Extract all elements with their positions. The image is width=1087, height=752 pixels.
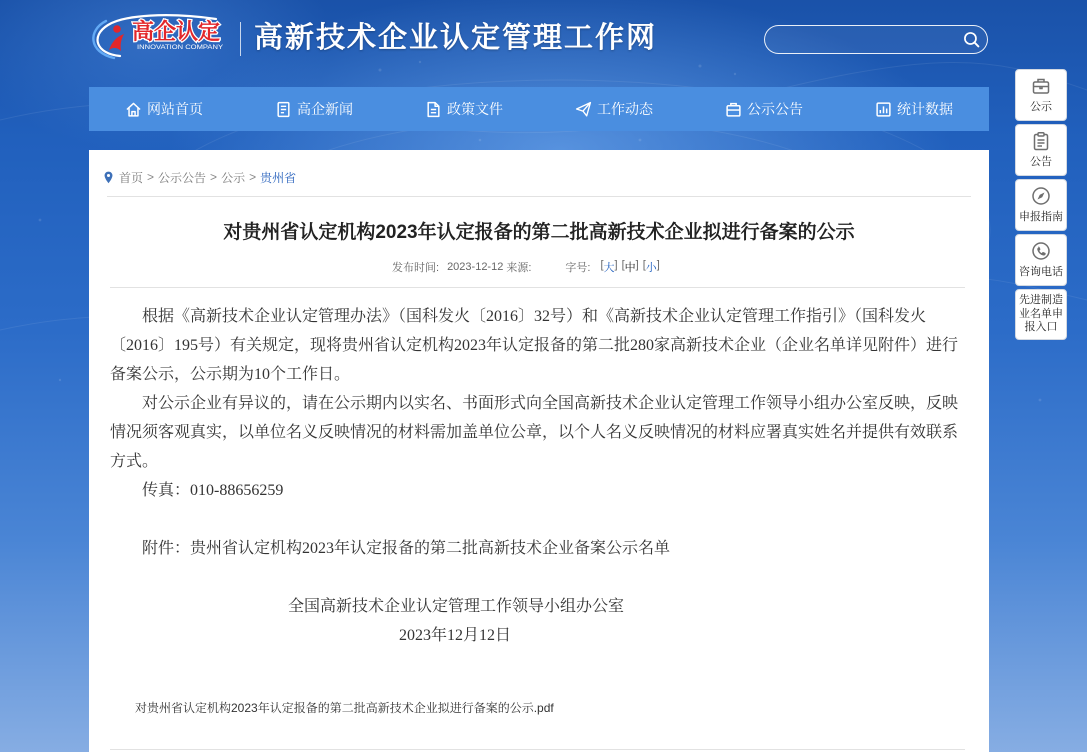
font-size-option-label: 小	[645, 262, 657, 274]
bracket-close: ]	[635, 259, 639, 271]
side-tool-label-line: 先进制造	[1019, 294, 1063, 307]
header-divider	[240, 22, 241, 56]
side-tool-hotline[interactable]	[1015, 234, 1067, 286]
side-tool-label: 咨询电话	[1019, 266, 1063, 278]
side-tool-label-line: 业名单申	[1019, 307, 1063, 320]
breadcrumb	[104, 169, 296, 185]
search-input[interactable]	[777, 29, 957, 50]
nav-item-label: 网站首页	[147, 101, 203, 117]
search-box	[764, 25, 988, 54]
bracket-close: ]	[656, 259, 660, 271]
attachment-note: 附件：贵州省认定机构2023年认定报备的第二批高新技术企业备案公示名单	[142, 540, 671, 557]
body-line: 备案公示，公示期为10个工作日。	[110, 366, 351, 383]
fax-line: 传真：010-88656259	[142, 482, 284, 499]
font-size-label: 字号:	[565, 262, 591, 274]
article-meta	[392, 260, 660, 274]
nav-item-label: 公示公告	[747, 101, 803, 117]
logo-subtext: INNOVATION COMPANY	[137, 44, 224, 51]
body-line: 根据《高新技术企业认定管理办法》（国科发火〔2016〕32号）和《高新技术企业认定管理工作指引》（国科发火	[142, 308, 927, 325]
blank-line	[110, 563, 970, 592]
nav-item-label: 统计数据	[897, 101, 953, 117]
body-line: 情况须客观真实，以单位名义反映情况的材料需加盖单位公章，以个人名义反映情况的材料应署真实姓名并提供有效联系	[110, 424, 959, 441]
paper-plane-icon	[575, 101, 592, 118]
chart-icon	[875, 101, 892, 118]
site-title: 高新技术企业认定管理工作网	[254, 22, 658, 54]
font-size-medium-option[interactable]	[622, 259, 639, 275]
nav-item-label: 政策文件	[447, 101, 503, 117]
nav-item-policy[interactable]	[389, 87, 539, 131]
document-icon	[425, 101, 442, 118]
news-icon	[275, 101, 292, 118]
font-size-option-label: 大	[603, 262, 615, 274]
briefcase-icon	[1031, 76, 1051, 96]
bracket-close: ]	[614, 259, 618, 271]
breadcrumb-separator: >	[249, 170, 257, 184]
site-logo[interactable]	[90, 12, 236, 60]
side-tool-label: 申报指南	[1019, 211, 1063, 223]
blank-line	[110, 505, 970, 534]
phone-icon	[1031, 241, 1051, 261]
published-label: 发布时间:	[392, 262, 440, 274]
nav-item-announcements[interactable]	[689, 87, 839, 131]
nav-item-label: 工作动态	[597, 101, 653, 117]
side-tool-label: 公示	[1030, 101, 1052, 113]
source-label: 来源:	[506, 262, 532, 274]
nav-item-statistics[interactable]	[839, 87, 989, 131]
breadcrumb-separator: >	[147, 170, 155, 184]
signature-date: 2023年12月12日	[399, 627, 512, 644]
announcement-icon	[725, 101, 742, 118]
breadcrumb-announcements[interactable]: 公示公告	[158, 170, 207, 185]
body-line: 方式。	[110, 453, 159, 470]
side-tool-guide[interactable]	[1015, 179, 1067, 231]
content-panel	[89, 150, 989, 752]
breadcrumb-separator: >	[210, 170, 218, 184]
side-tool-label: 公告	[1030, 156, 1052, 168]
breadcrumb-home[interactable]: 首页	[119, 170, 144, 185]
side-tool-public-notice[interactable]	[1015, 69, 1067, 121]
side-tool-advanced-manufacturing-entry[interactable]	[1015, 289, 1067, 340]
article-body	[110, 302, 970, 650]
home-icon	[125, 101, 142, 118]
body-line: 对公示企业有异议的，请在公示期内以实名、书面形式向全国高新技术企业认定管理工作领导小组办公室反映，反映	[142, 395, 959, 412]
nav-item-label: 高企新闻	[297, 101, 353, 117]
nav-item-home[interactable]	[89, 87, 239, 131]
side-tool-announcement[interactable]	[1015, 124, 1067, 176]
logo-text: 高企认定	[132, 19, 221, 44]
bracket-open: [	[600, 259, 604, 271]
font-size-option-label: 中	[624, 262, 636, 274]
side-toolbar	[1015, 69, 1067, 343]
article-title: 对贵州省认定机构2023年认定报备的第二批高新技术企业拟进行备案的公示	[223, 222, 855, 243]
bracket-open: [	[642, 259, 646, 271]
nav-item-news[interactable]	[239, 87, 389, 131]
nav-item-work-updates[interactable]	[539, 87, 689, 131]
attachment-pdf-link[interactable]: 对贵州省认定机构2023年认定报备的第二批高新技术企业拟进行备案的公示.pdf	[135, 701, 554, 715]
font-size-large-option[interactable]	[600, 259, 617, 275]
signature-organization: 全国高新技术企业认定管理工作领导小组办公室	[288, 598, 625, 615]
logo-emblem	[90, 12, 236, 60]
side-tool-label-line: 报入口	[1024, 321, 1058, 334]
search-icon	[963, 31, 980, 48]
compass-icon	[1031, 186, 1051, 206]
breadcrumb-public-notice[interactable]: 公示	[221, 170, 246, 185]
location-pin-icon	[104, 171, 113, 184]
bracket-open: [	[621, 259, 625, 271]
body-line: 〔2016〕195号）有关规定，现将贵州省认定机构2023年认定报备的第二批280家高新技术企业（企业名单详见附件）进行	[110, 337, 959, 354]
meta-divider	[110, 287, 965, 288]
main-nav	[89, 87, 989, 131]
font-size-small-option[interactable]	[643, 259, 660, 275]
breadcrumb-divider	[107, 196, 971, 197]
breadcrumb-current[interactable]: 贵州省	[260, 170, 297, 185]
footer-divider	[110, 749, 965, 750]
published-date: 2023-12-12	[447, 261, 504, 273]
clipboard-icon	[1031, 131, 1051, 151]
search-button[interactable]	[963, 31, 980, 48]
